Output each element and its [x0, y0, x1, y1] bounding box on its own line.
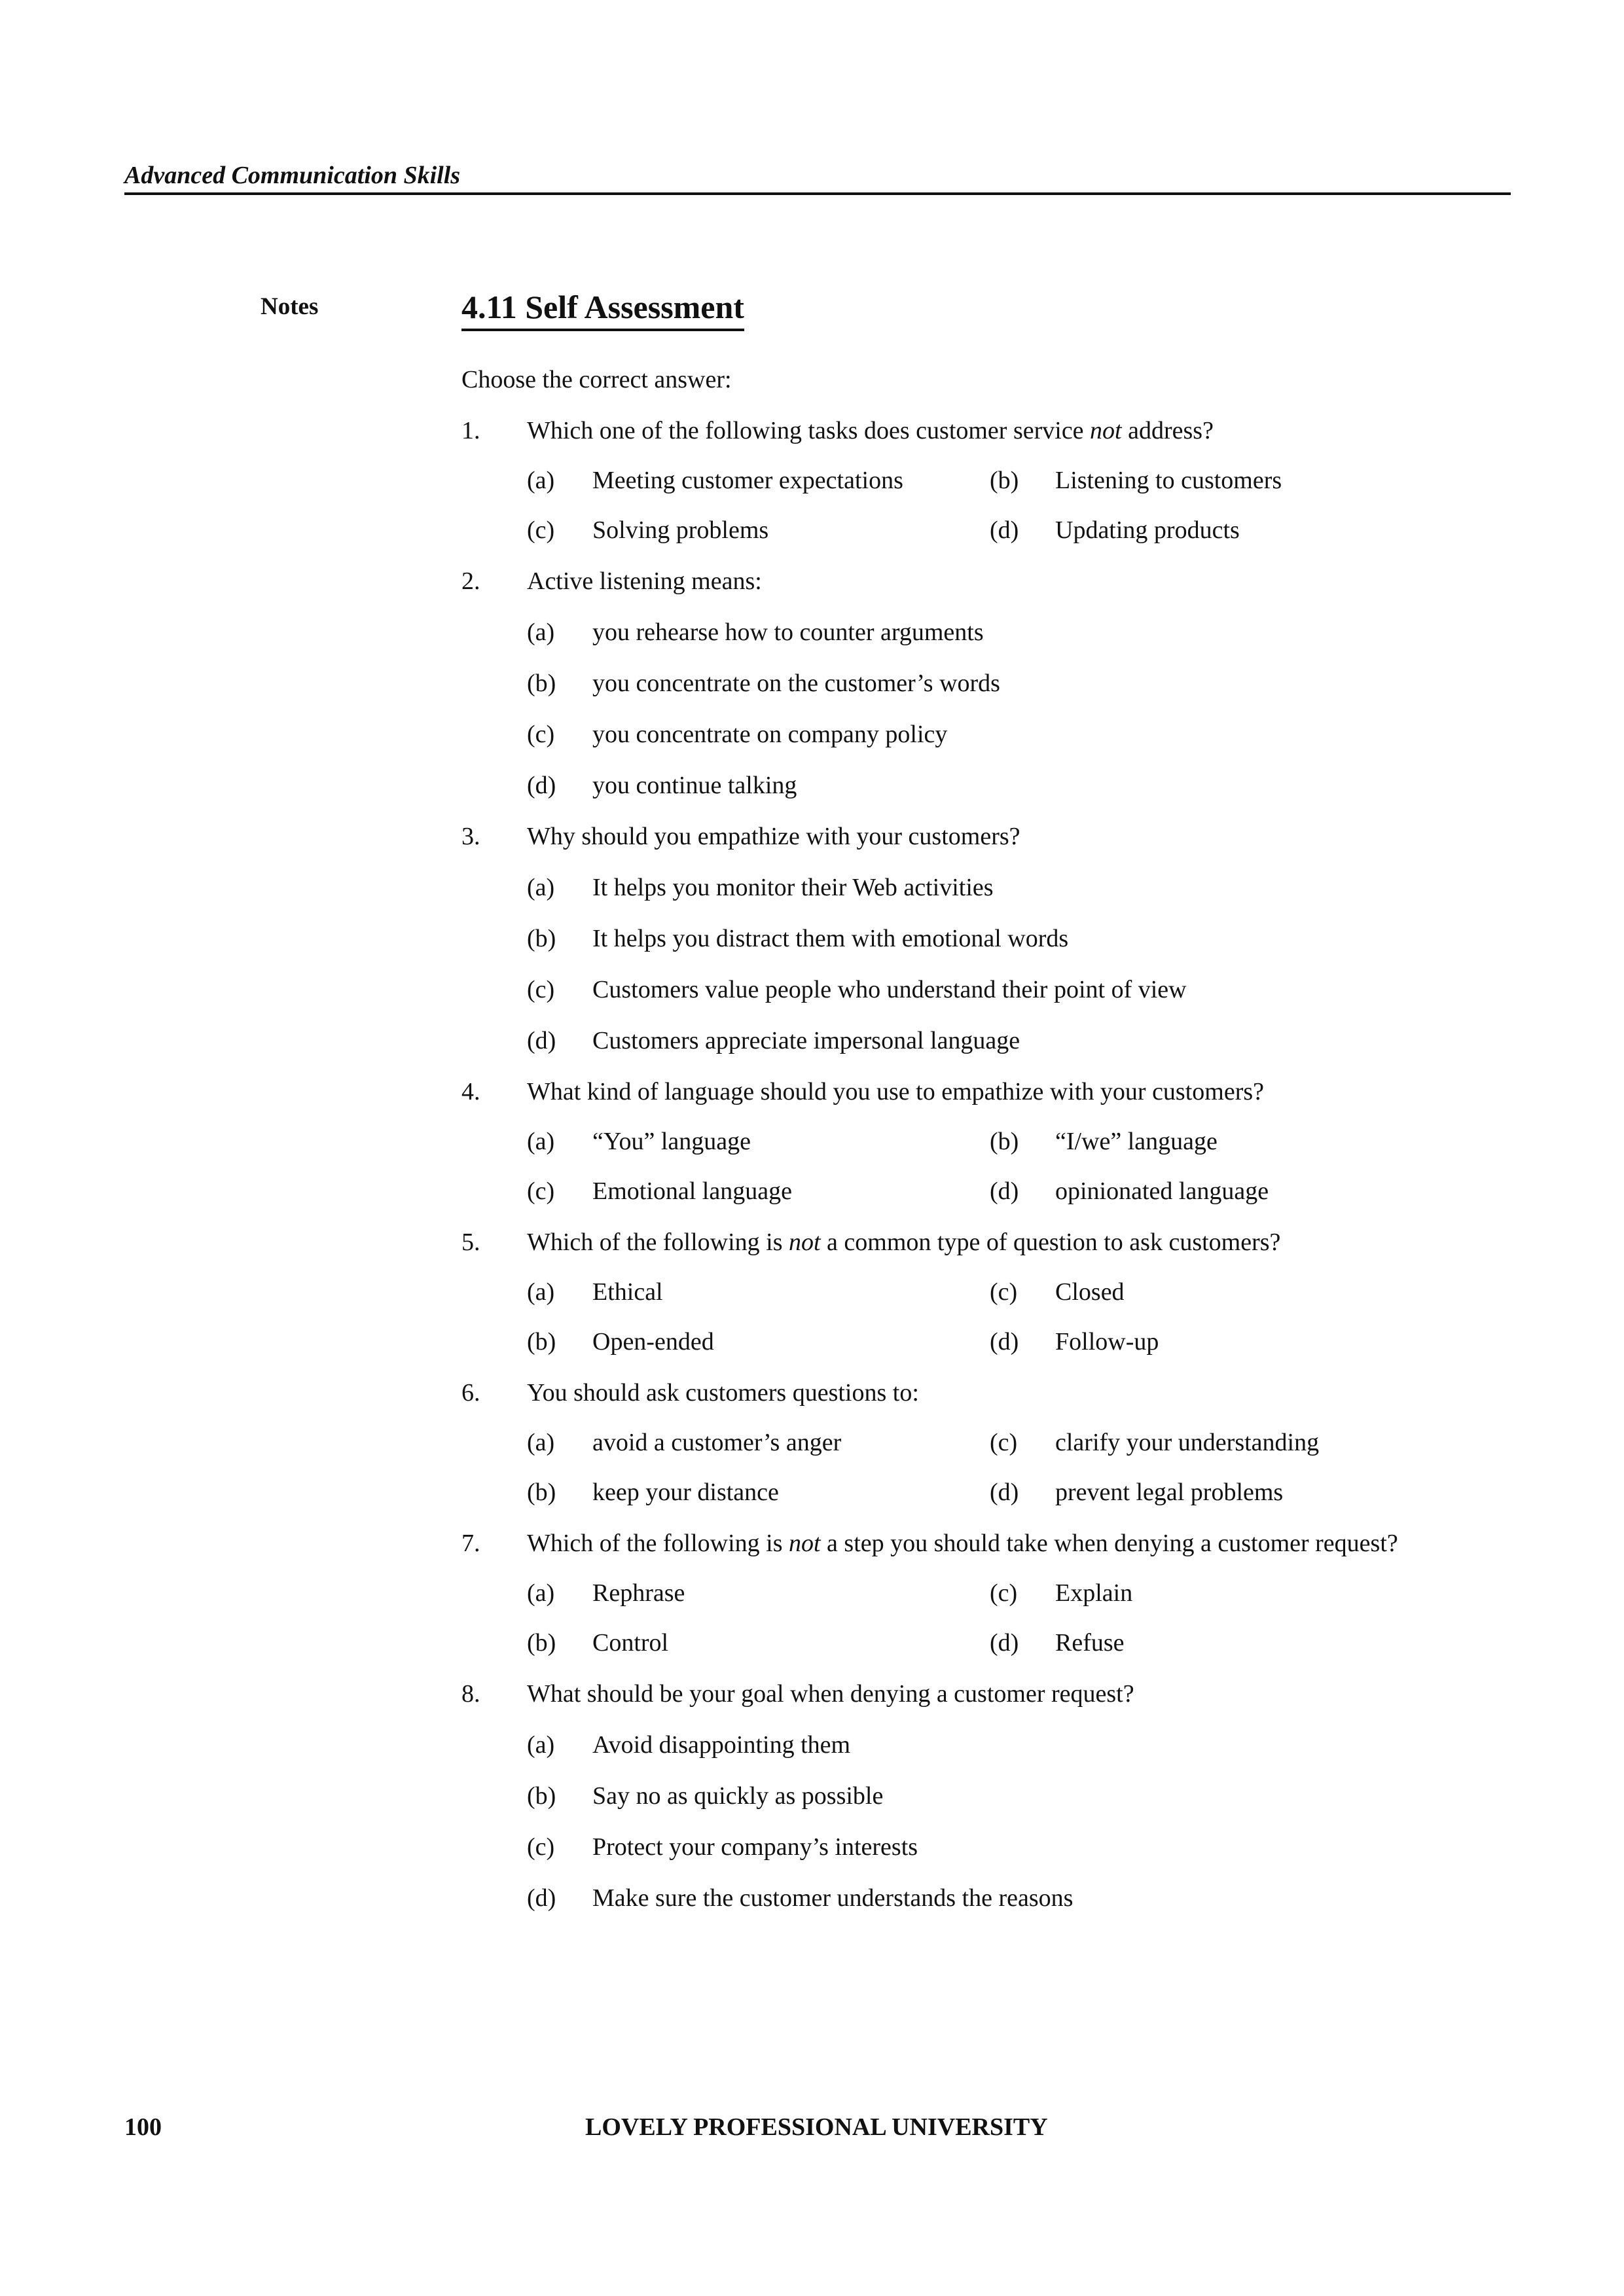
option-text: avoid a customer’s anger	[592, 1429, 842, 1456]
question-1-options	[527, 448, 1522, 547]
option-letter: (d)	[990, 1629, 1019, 1657]
margin-notes-label: Notes	[261, 293, 319, 320]
option-text: Open-ended	[592, 1328, 714, 1355]
option-text: Ethical	[592, 1278, 663, 1306]
option-text: Refuse	[1055, 1629, 1125, 1657]
question-text: Which one of the following tasks does customer service not address?	[527, 417, 1214, 444]
option-row	[527, 1024, 1522, 1058]
option-row	[527, 768, 1522, 802]
option-letter: (a)	[527, 467, 555, 494]
question-7	[461, 1526, 1522, 1560]
option-row	[527, 1830, 1522, 1864]
option-text: you rehearse how to counter arguments	[592, 619, 984, 646]
question-number: 7.	[461, 1530, 480, 1557]
footer-page-number: 100	[124, 2113, 162, 2141]
option-row	[527, 666, 1522, 700]
option-row	[527, 1881, 1522, 1915]
option-letter: (d)	[990, 1479, 1019, 1506]
option-text: It helps you monitor their Web activities	[592, 874, 994, 901]
option-row	[527, 615, 1522, 649]
option-letter: (d)	[990, 1177, 1019, 1205]
option-text: you concentrate on company policy	[592, 721, 948, 748]
option-text: Say no as quickly as possible	[592, 1782, 884, 1810]
question-number: 1.	[461, 417, 480, 444]
question-2	[461, 564, 1522, 598]
option-text: prevent legal problems	[1055, 1479, 1284, 1506]
option-text: Listening to customers	[1055, 467, 1282, 494]
option-letter: (b)	[527, 925, 556, 952]
question-number: 5.	[461, 1229, 480, 1256]
option-text: Avoid disappointing them	[592, 1731, 851, 1759]
question-4	[461, 1075, 1522, 1109]
question-number: 4.	[461, 1078, 480, 1105]
option-letter: (b)	[527, 1782, 556, 1810]
question-4-options	[527, 1109, 1522, 1208]
option-text: Explain	[1055, 1579, 1133, 1607]
option-text: Emotional language	[592, 1177, 792, 1205]
option-text: Customers appreciate impersonal language	[592, 1027, 1020, 1054]
option-letter: (b)	[527, 1629, 556, 1657]
option-text: you concentrate on the customer’s words	[592, 670, 1000, 697]
option-text: Follow-up	[1055, 1328, 1159, 1355]
question-5-options	[527, 1259, 1522, 1359]
option-letter: (b)	[527, 670, 556, 697]
question-6-options	[527, 1410, 1522, 1509]
option-letter: (b)	[990, 467, 1019, 494]
section-title: 4.11 Self Assessment	[461, 288, 744, 331]
option-letter: (b)	[527, 1328, 556, 1355]
option-text: you continue talking	[592, 772, 797, 799]
option-text: Closed	[1055, 1278, 1125, 1306]
option-text: keep your distance	[592, 1479, 779, 1506]
option-letter: (c)	[527, 1833, 555, 1861]
header-rule	[124, 192, 1511, 195]
option-text: Protect your company’s interests	[592, 1833, 918, 1861]
question-emphasis: not	[788, 1229, 821, 1256]
question-1	[461, 414, 1522, 448]
question-text: Active listening means:	[527, 567, 762, 595]
option-letter: (c)	[527, 721, 555, 748]
option-text: “You” language	[592, 1128, 751, 1155]
option-letter: (d)	[990, 516, 1019, 544]
running-header-title: Advanced Communication Skills	[124, 162, 461, 189]
question-text: Why should you empathize with your customers?	[527, 823, 1020, 850]
option-text: Meeting customer expectations	[592, 467, 903, 494]
question-text: You should ask customers questions to:	[527, 1379, 919, 1407]
option-letter: (a)	[527, 1278, 555, 1306]
question-3	[461, 819, 1522, 853]
option-text: Control	[592, 1629, 669, 1657]
question-number: 3.	[461, 823, 480, 850]
question-8	[461, 1677, 1522, 1711]
option-letter: (c)	[527, 976, 555, 1003]
question-7-options	[527, 1560, 1522, 1660]
option-letter: (d)	[527, 1027, 556, 1054]
option-letter: (a)	[527, 1429, 555, 1456]
option-letter: (a)	[527, 1731, 555, 1759]
option-row	[527, 1779, 1522, 1813]
option-text: opinionated language	[1055, 1177, 1269, 1205]
option-letter: (d)	[527, 772, 556, 799]
option-text: Updating products	[1055, 516, 1240, 544]
question-2-options	[527, 615, 1522, 802]
question-text: Which of the following is not a step you should take when denying a customer request?	[527, 1530, 1398, 1557]
option-letter: (a)	[527, 874, 555, 901]
footer-university: LOVELY PROFESSIONAL UNIVERSITY	[585, 2113, 1048, 2141]
option-letter: (c)	[527, 516, 555, 544]
option-letter: (c)	[990, 1278, 1018, 1306]
option-row	[527, 973, 1522, 1007]
question-5	[461, 1225, 1522, 1259]
option-text: Solving problems	[592, 516, 769, 544]
option-letter: (a)	[527, 619, 555, 646]
question-number: 8.	[461, 1680, 480, 1708]
question-number: 2.	[461, 567, 480, 595]
option-letter: (b)	[527, 1479, 556, 1506]
option-row	[527, 870, 1522, 905]
option-text: clarify your understanding	[1055, 1429, 1320, 1456]
option-text: Rephrase	[592, 1579, 685, 1607]
question-text: What should be your goal when denying a customer request?	[527, 1680, 1134, 1708]
question-text: What kind of language should you use to empathize with your customers?	[527, 1078, 1265, 1105]
option-letter: (c)	[990, 1429, 1018, 1456]
option-text: “I/we” language	[1055, 1128, 1218, 1155]
option-text: Customers value people who understand their point of view	[592, 976, 1187, 1003]
option-text: Make sure the customer understands the reasons	[592, 1884, 1074, 1912]
question-3-options	[527, 870, 1522, 1058]
question-6	[461, 1376, 1522, 1410]
self-assessment-section	[461, 288, 1522, 1915]
question-8-options	[527, 1728, 1522, 1915]
option-row	[527, 717, 1522, 751]
option-letter: (d)	[990, 1328, 1019, 1355]
question-number: 6.	[461, 1379, 480, 1407]
question-text: Which of the following is not a common type of question to ask customers?	[527, 1229, 1281, 1256]
instruction-text: Choose the correct answer:	[461, 366, 732, 393]
option-letter: (b)	[990, 1128, 1019, 1155]
option-row	[527, 1728, 1522, 1762]
option-text: It helps you distract them with emotional words	[592, 925, 1069, 952]
option-letter: (a)	[527, 1128, 555, 1155]
option-row	[527, 922, 1522, 956]
question-emphasis: not	[1090, 417, 1122, 444]
option-letter: (c)	[990, 1579, 1018, 1607]
option-letter: (c)	[527, 1177, 555, 1205]
question-emphasis: not	[788, 1530, 821, 1557]
option-letter: (d)	[527, 1884, 556, 1912]
option-letter: (a)	[527, 1579, 555, 1607]
